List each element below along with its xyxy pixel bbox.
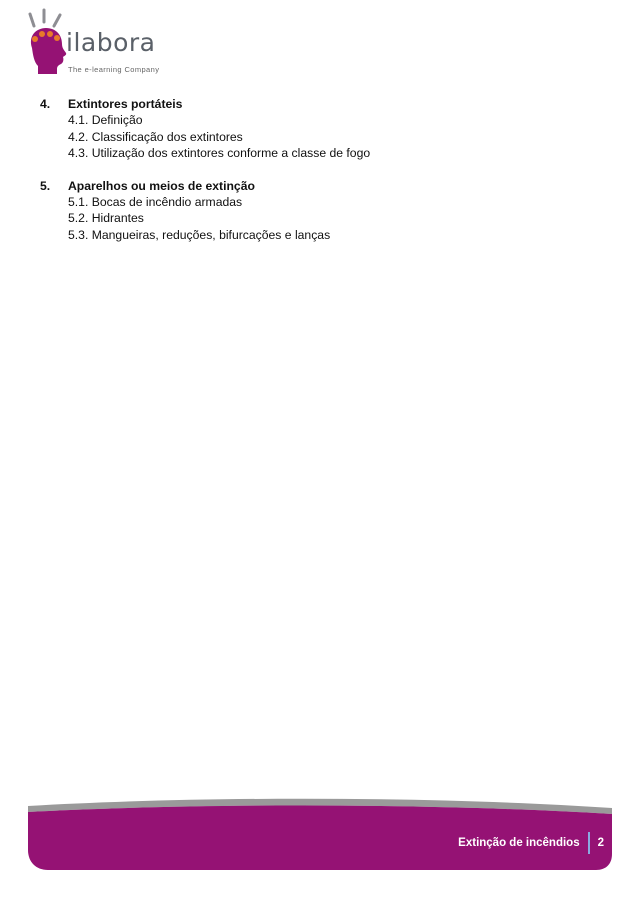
page-footer: [458, 832, 604, 854]
logo-tagline: The e-learning Company: [68, 65, 160, 74]
toc-item: 4.1. Definição: [68, 113, 143, 128]
logo-wordmark: ilabora: [66, 28, 156, 57]
section-number: 4.: [40, 97, 51, 111]
toc-section-5: [40, 178, 370, 243]
footer-divider: [588, 832, 590, 854]
ilabora-logo: [24, 8, 174, 80]
section-heading: [40, 178, 370, 194]
section-title: Aparelhos ou meios de extinção: [68, 178, 255, 193]
section-number: 5.: [40, 178, 51, 193]
section-title: Extintores portáteis: [68, 97, 183, 111]
toc-item: 5.2. Hidrantes: [68, 211, 144, 226]
table-of-contents: [40, 96, 370, 259]
toc-item: 4.2. Classificação dos extintores: [68, 129, 243, 144]
toc-item: 5.1. Bocas de incêndio armadas: [68, 194, 243, 209]
section-heading: [40, 96, 370, 112]
toc-item: 4.3. Utilização dos extintores conforme a classe de fogo: [68, 145, 371, 160]
toc-section-4: [40, 96, 370, 161]
toc-item: 5.3. Mangueiras, reduções, bifurcações e lanças: [68, 227, 331, 242]
page-number: 2: [597, 837, 604, 849]
footer-title: Extinção de incêndios: [458, 837, 580, 849]
